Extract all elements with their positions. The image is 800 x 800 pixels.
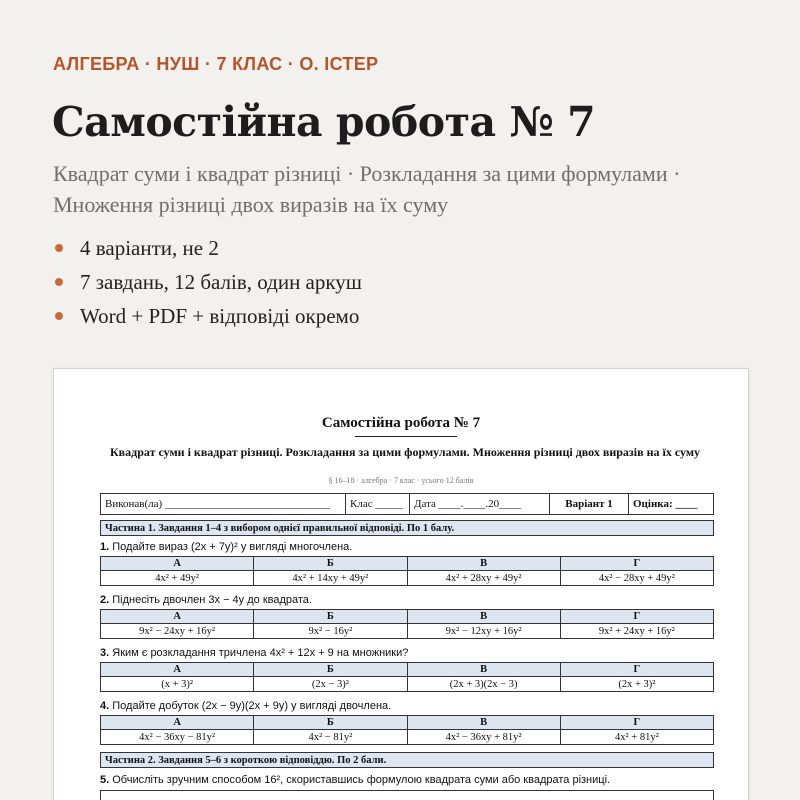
option-value: (2x + 3)² [560, 677, 713, 692]
question-number: 5. [100, 774, 110, 786]
bullet-dot-icon [55, 244, 63, 252]
feature-item [53, 299, 362, 333]
answer-table-4 [100, 715, 714, 745]
date-field: Дата ____.____.20____ [410, 494, 550, 514]
option-value: 9x² − 24xy + 16y² [101, 624, 254, 639]
option-letter: Г [560, 557, 713, 571]
page-title: Самостійна робота № 7 [52, 98, 596, 146]
question-number: 2. [100, 594, 110, 606]
option-letter: Г [560, 716, 713, 730]
option-value: 4x² + 49y² [101, 571, 254, 586]
question-number: 4. [100, 700, 110, 712]
part-2-header: Частина 2. Завдання 5–6 з короткою відповіддю. По 2 бали. [100, 752, 714, 768]
answer-table-2 [100, 609, 714, 639]
option-letter: Г [560, 663, 713, 677]
option-letter: В [407, 557, 560, 571]
worksheet-subtitle: Квадрат суми і квадрат різниці. Розкладання за цими формулами. Множення різниці двох виразів на їх суму [109, 445, 701, 459]
option-letter: Г [560, 610, 713, 624]
feature-label: 7 завдань, 12 балів, один аркуш [80, 269, 362, 294]
question-text: Яким є розкладання тричлена 4x² + 12x + 9 на множники? [112, 647, 409, 659]
question-text: Піднесіть двочлен 3x − 4y до квадрата. [112, 594, 312, 606]
question-5 [100, 774, 610, 786]
option-value: 4x² − 36xy + 81y² [407, 730, 560, 745]
option-value: 4x² + 28xy + 49y² [407, 571, 560, 586]
page-subtitle: Квадрат суми і квадрат різниці · Розкладання за цими формулами · Множення різниці двох виразів на їх суму [53, 161, 681, 217]
option-value: (2x + 3)(2x − 3) [407, 677, 560, 692]
feature-item [53, 265, 362, 299]
option-value: 4x² + 14xy + 49y² [254, 571, 407, 586]
option-value: 4x² − 36xy − 81y² [101, 730, 254, 745]
question-text: Подайте добуток (2x − 9y)(2x + 9y) у вигляді двочлена. [112, 700, 392, 712]
option-letter: Б [254, 610, 407, 624]
feature-list [53, 231, 362, 333]
answer-box-5 [100, 790, 714, 800]
feature-label: 4 варіанти, не 2 [80, 235, 219, 260]
option-value: 9x² − 16y² [254, 624, 407, 639]
option-value: 4x² − 28xy + 49y² [560, 571, 713, 586]
option-letter: А [101, 663, 254, 677]
question-4 [100, 700, 391, 712]
question-3 [100, 647, 408, 659]
score-field: Оцінка: ____ [633, 498, 698, 510]
bullet-dot-icon [55, 278, 63, 286]
question-number: 3. [100, 647, 110, 659]
option-letter: В [407, 716, 560, 730]
option-value: 9x² + 24xy + 16y² [560, 624, 713, 639]
class-field: Клас _____ [346, 494, 410, 514]
option-letter: В [407, 610, 560, 624]
option-letter: Б [254, 716, 407, 730]
option-letter: Б [254, 663, 407, 677]
question-2 [100, 594, 312, 606]
option-letter: А [101, 557, 254, 571]
feature-label: Word + PDF + відповіді окремо [80, 303, 360, 328]
option-letter: А [101, 716, 254, 730]
question-1 [100, 541, 352, 553]
course-kicker: АЛГЕБРА · НУШ · 7 КЛАС · О. ІСТЕР [53, 54, 379, 74]
option-letter: Б [254, 557, 407, 571]
question-text: Обчисліть зручним способом 16², скориставшись формулою квадрата суми або квадрата різниці. [112, 774, 611, 786]
student-info-row [100, 493, 714, 515]
variant-label: Варіант 1 [550, 494, 629, 514]
name-field: Виконав(ла) ______________________________ [101, 494, 346, 514]
option-value: (x + 3)² [101, 677, 254, 692]
worksheet-meta: § 16–18 · алгебра · 7 клас · усього 12 балів [328, 476, 474, 485]
question-number: 1. [100, 541, 110, 553]
worksheet-preview [53, 368, 749, 800]
question-text: Подайте вираз (2x + 7y)² у вигляді многочлена. [112, 541, 353, 553]
option-value: 9x² − 12xy + 16y² [407, 624, 560, 639]
option-value: (2x − 3)² [254, 677, 407, 692]
option-value: 4x² − 81y² [254, 730, 407, 745]
answer-table-3 [100, 662, 714, 692]
worksheet-title: Самостійна робота № 7 [321, 415, 481, 431]
feature-item [53, 231, 362, 265]
option-letter: А [101, 610, 254, 624]
bullet-dot-icon [55, 312, 63, 320]
option-letter: В [407, 663, 560, 677]
answer-table-1 [100, 556, 714, 586]
part-1-header: Частина 1. Завдання 1–4 з вибором однієї правильної відповіді. По 1 балу. [100, 520, 714, 536]
option-value: 4x² + 81y² [560, 730, 713, 745]
title-underline [355, 436, 457, 437]
